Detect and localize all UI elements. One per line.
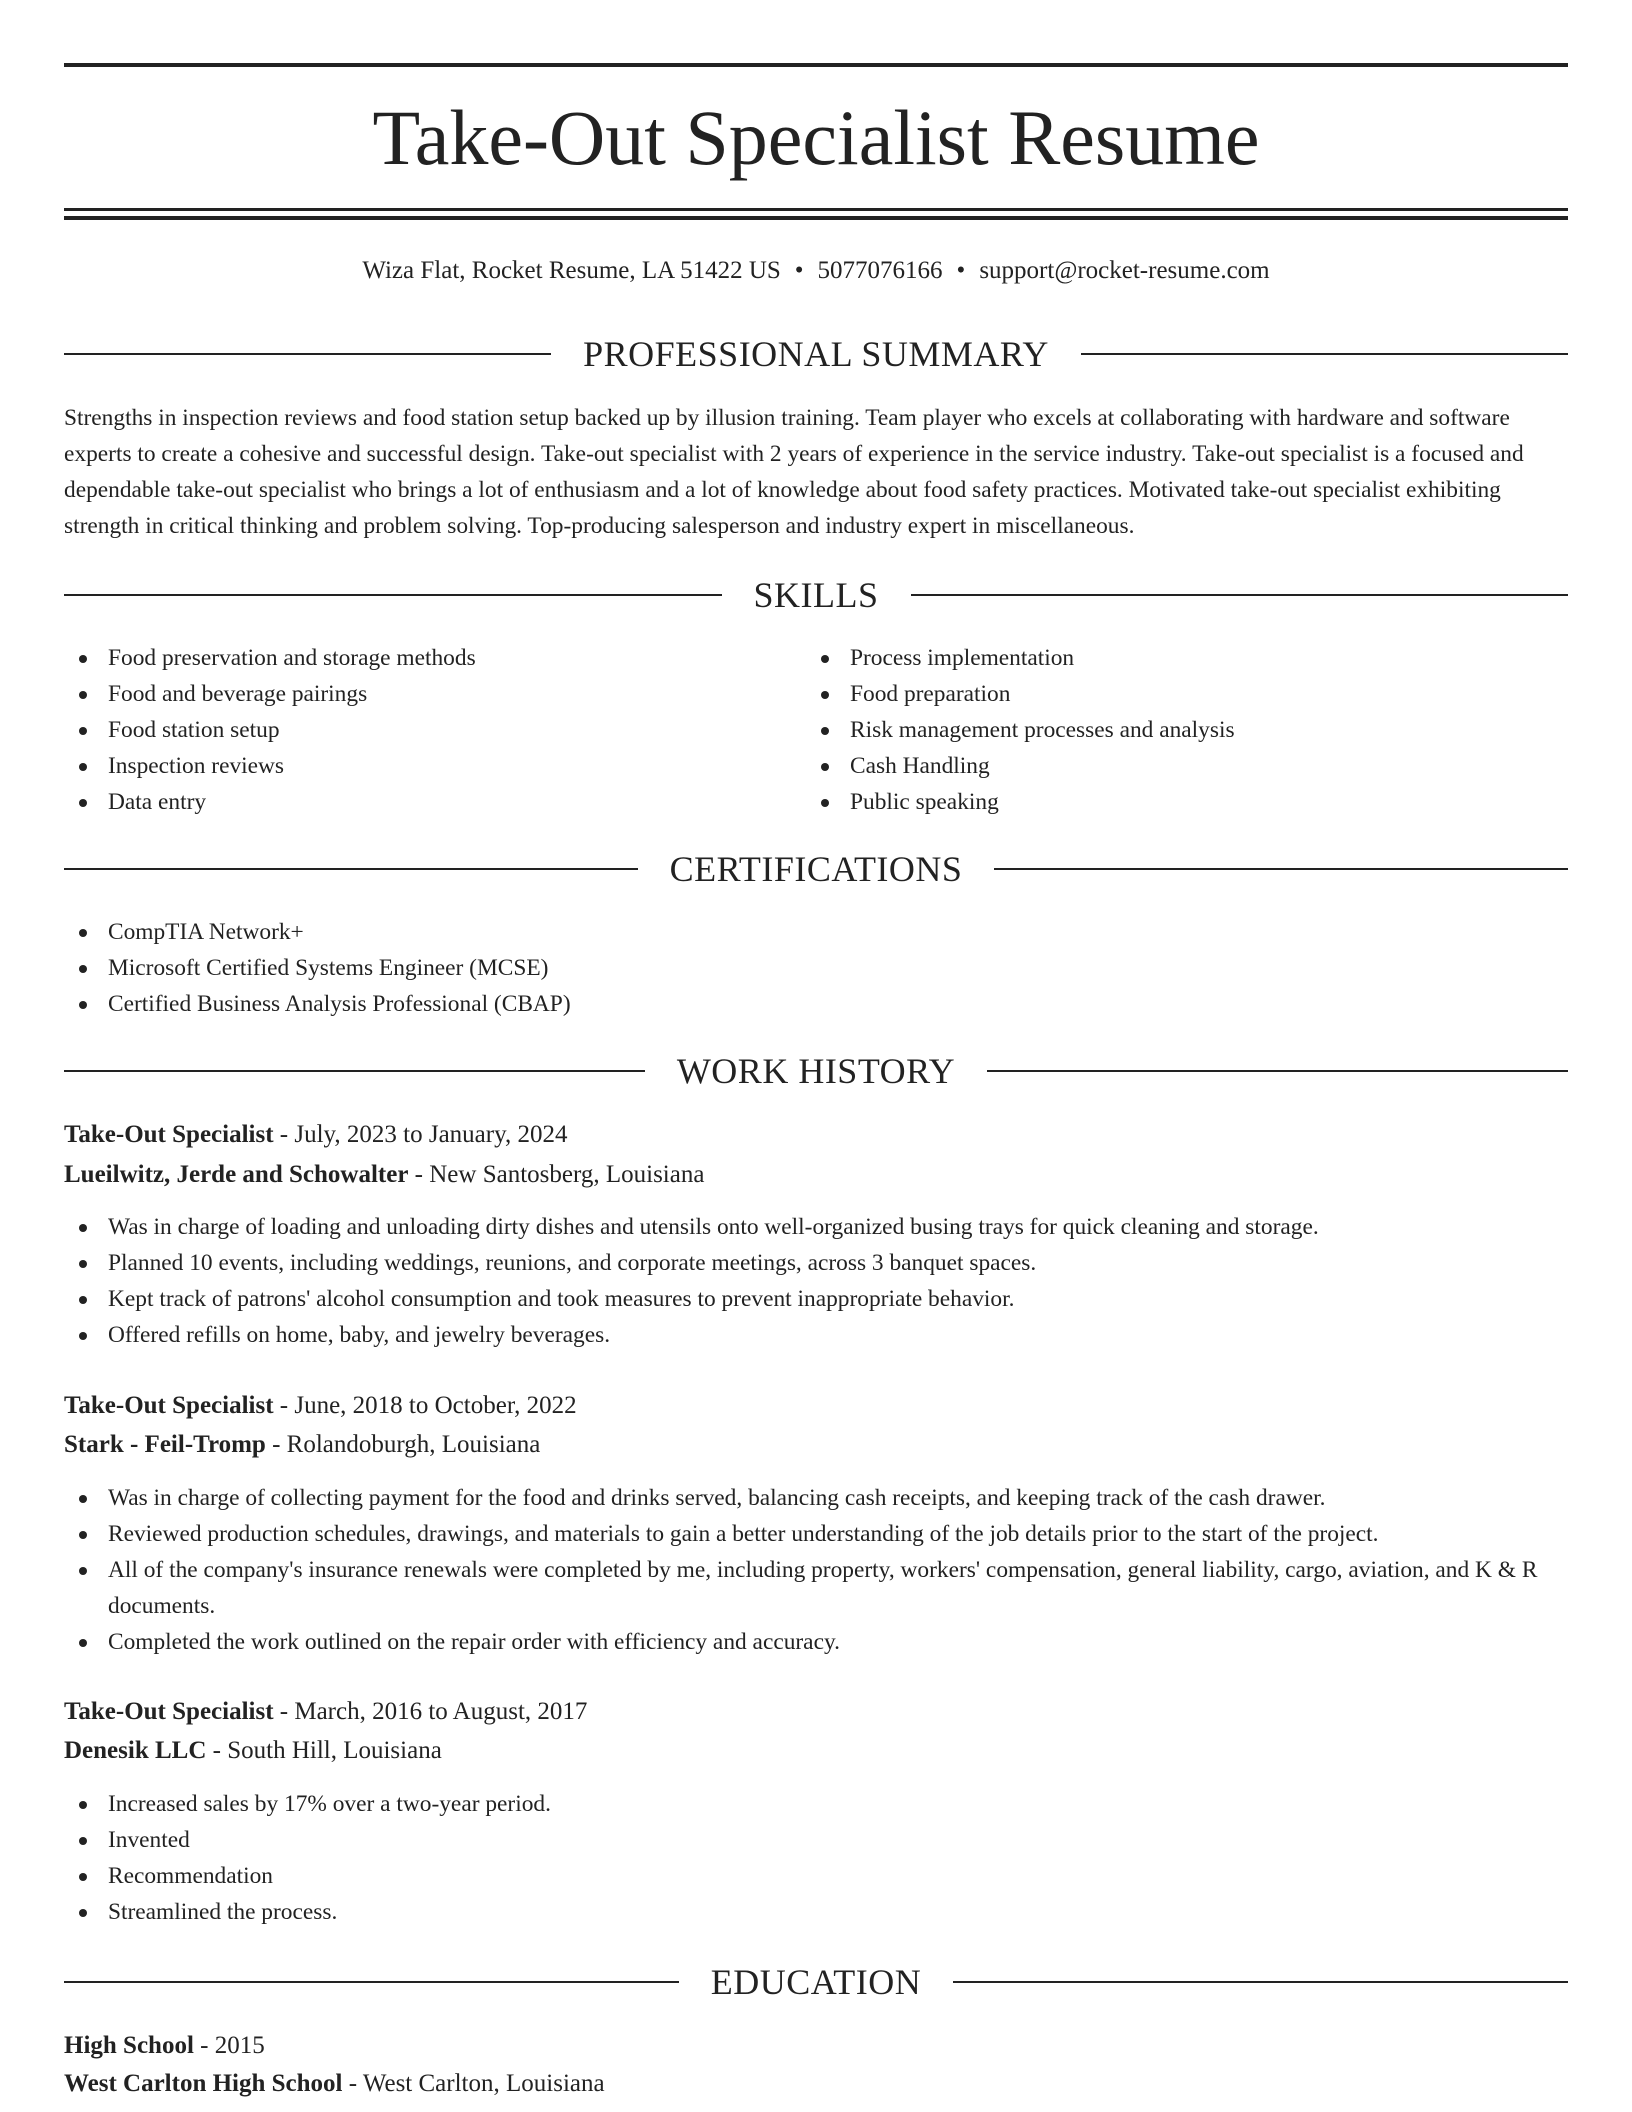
- job-company-line: [64, 1157, 1568, 1193]
- divider-line: [994, 868, 1568, 870]
- skill-item: Cash Handling: [806, 748, 1566, 784]
- job-location: South Hill, Louisiana: [227, 1737, 442, 1764]
- education-year: 2015: [214, 2032, 265, 2059]
- job-company: Lueilwitz, Jerde and Schowalter: [64, 1161, 409, 1188]
- dash: -: [279, 1392, 289, 1419]
- dash: -: [272, 1431, 281, 1458]
- job-bullet: Invented: [64, 1822, 1568, 1858]
- dash: -: [279, 1698, 289, 1725]
- job-company-line: [64, 1427, 1568, 1463]
- skill-item: Food and beverage pairings: [64, 676, 784, 712]
- certification-item: CompTIA Network+: [64, 914, 1568, 950]
- contact-line: [0, 254, 1632, 288]
- skill-item: Food preparation: [806, 676, 1566, 712]
- skill-item: Data entry: [64, 784, 784, 820]
- job-company: Stark - Feil-Tromp: [64, 1431, 266, 1458]
- divider-line: [911, 594, 1569, 596]
- section-heading-summary: [64, 332, 1568, 376]
- job-dates: July, 2023 to January, 2024: [294, 1121, 568, 1148]
- divider-line: [64, 1070, 645, 1072]
- job-bullet: All of the company's insurance renewals were completed by me, including property, workers' compensation, general liability, cargo, aviation, and K & R documents.: [64, 1552, 1568, 1624]
- job-bullet: Offered refills on home, baby, and jewelry beverages.: [64, 1317, 1568, 1353]
- contact-email: support@rocket-resume.com: [979, 257, 1270, 284]
- job-bullet: Reviewed production schedules, drawings, and materials to gain a better understanding of the job details prior to the start of the project.: [64, 1516, 1568, 1552]
- job-title-line: [64, 1117, 1568, 1153]
- dash: -: [200, 2032, 209, 2059]
- job-bullets: [64, 1786, 1568, 1930]
- dash: -: [414, 1161, 423, 1188]
- divider-line: [987, 1070, 1568, 1072]
- job-bullets: [64, 1209, 1568, 1353]
- divider-line: [64, 594, 722, 596]
- dash: -: [279, 1121, 289, 1148]
- job-bullet: Kept track of patrons' alcohol consumption and took measures to prevent inappropriate behavior.: [64, 1281, 1568, 1317]
- job-company-line: [64, 1733, 1568, 1769]
- job-bullet: Was in charge of collecting payment for the food and drinks served, balancing cash receipts, and keeping track of the cash drawer.: [64, 1480, 1568, 1516]
- contact-phone: 5077076166: [817, 257, 943, 284]
- divider-line: [953, 1981, 1568, 1983]
- certifications-list: [64, 914, 1568, 1022]
- skill-item: Risk management processes and analysis: [806, 712, 1566, 748]
- section-heading-skills: [64, 573, 1568, 617]
- divider-line: [64, 1981, 679, 1983]
- job-bullet: Increased sales by 17% over a two-year period.: [64, 1786, 1568, 1822]
- job-location: New Santosberg, Louisiana: [429, 1161, 705, 1188]
- skill-item: Process implementation: [806, 640, 1566, 676]
- contact-address: Wiza Flat, Rocket Resume, LA 51422 US: [362, 257, 781, 284]
- section-title: SKILLS: [753, 575, 879, 615]
- skills-list-right: [806, 640, 1566, 820]
- job-bullet: Streamlined the process.: [64, 1894, 1568, 1930]
- education-degree-line: [64, 2028, 1568, 2064]
- job-bullet: Completed the work outlined on the repair order with efficiency and accuracy.: [64, 1624, 1568, 1660]
- skill-item: Food preservation and storage methods: [64, 640, 784, 676]
- job-title: Take-Out Specialist: [64, 1392, 274, 1419]
- skill-item: Food station setup: [64, 712, 784, 748]
- education-school: West Carlton High School: [64, 2070, 343, 2097]
- contact-separator: •: [956, 257, 966, 284]
- dash: -: [348, 2070, 358, 2097]
- job-title-line: [64, 1694, 1568, 1730]
- job-title: Take-Out Specialist: [64, 1698, 274, 1725]
- header-top-rule: [64, 63, 1568, 67]
- education-degree: High School: [64, 2032, 194, 2059]
- certification-item: Microsoft Certified Systems Engineer (MCSE): [64, 950, 1568, 986]
- job-bullet: Planned 10 events, including weddings, reunions, and corporate meetings, across 3 banquet spaces.: [64, 1245, 1568, 1281]
- education-school-line: [64, 2066, 1568, 2102]
- section-title: CERTIFICATIONS: [669, 849, 963, 889]
- skill-item: Public speaking: [806, 784, 1566, 820]
- job-dates: March, 2016 to August, 2017: [294, 1698, 588, 1725]
- certification-item: Certified Business Analysis Professional (CBAP): [64, 986, 1568, 1022]
- contact-separator: •: [794, 257, 804, 284]
- job-dates: June, 2018 to October, 2022: [294, 1392, 577, 1419]
- job-company: Denesik LLC: [64, 1737, 207, 1764]
- job-title: Take-Out Specialist: [64, 1121, 274, 1148]
- divider-line: [64, 353, 551, 355]
- dash: -: [212, 1737, 221, 1764]
- section-title: PROFESSIONAL SUMMARY: [583, 334, 1049, 374]
- section-heading-certifications: [64, 847, 1568, 891]
- skills-list-left: [64, 640, 784, 820]
- divider-line: [1081, 353, 1568, 355]
- job-bullets: [64, 1480, 1568, 1660]
- education-location: West Carlton, Louisiana: [362, 2070, 605, 2097]
- divider-line: [64, 868, 638, 870]
- job-location: Rolandoburgh, Louisiana: [286, 1431, 541, 1458]
- section-title: WORK HISTORY: [676, 1051, 956, 1091]
- job-bullet: Recommendation: [64, 1858, 1568, 1894]
- section-title: EDUCATION: [710, 1962, 922, 2002]
- job-bullet: Was in charge of loading and unloading dirty dishes and utensils onto well-organized busing trays for quick cleaning and storage.: [64, 1209, 1568, 1245]
- header-bottom-rule-second: [64, 216, 1568, 220]
- page-title: Take-Out Specialist Resume: [372, 94, 1260, 181]
- header-bottom-rule: [64, 208, 1568, 211]
- skill-item: Inspection reviews: [64, 748, 784, 784]
- summary-text: Strengths in inspection reviews and food station setup backed up by illusion training. Team player who excels at collaborating with hardware and software experts to create a cohesive and successful design. Take-out specialist with 2 years of experience in the service industry. Take-out specialist is a focused and dependable take-out specialist who brings a lot of enthusiasm and a lot of knowledge about food safety practices. Motivated take-out specialist exhibiting strength in critical thinking and problem solving. Top-producing salesperson and industry expert in miscellaneous.: [64, 405, 1524, 539]
- section-heading-education: [64, 1960, 1568, 2004]
- job-title-line: [64, 1388, 1568, 1424]
- section-heading-work-history: [64, 1049, 1568, 1093]
